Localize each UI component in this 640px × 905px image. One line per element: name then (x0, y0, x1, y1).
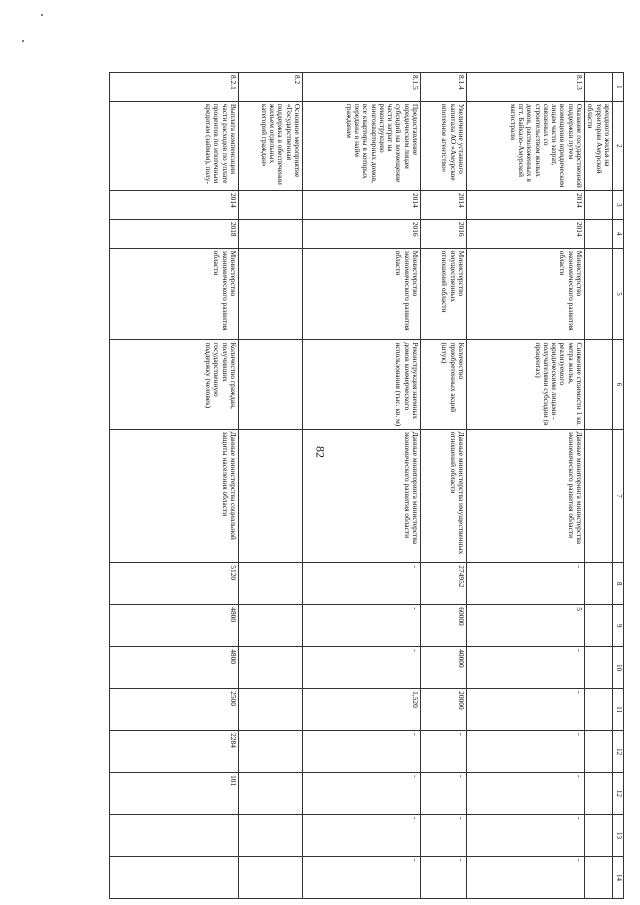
column-number: 8 (613, 563, 624, 605)
cell-value: 2284 (110, 731, 239, 773)
page-number: 82 (313, 446, 328, 458)
cell-data-source: Данные министерства социальной защиты населения области (110, 429, 239, 563)
table-row (303, 73, 421, 899)
cell-value (239, 773, 303, 815)
table-row (585, 73, 613, 899)
cell-value (239, 647, 303, 689)
cell-value: 60000 (421, 605, 467, 647)
cell-responsible (585, 248, 613, 340)
cell-value (585, 856, 613, 898)
cell-value: - (467, 647, 585, 689)
cell-number: 8.1.5 (303, 73, 421, 102)
column-number: 13 (613, 815, 624, 857)
cell-start-year: 2014 (421, 190, 467, 219)
column-number: 11 (613, 689, 624, 731)
cell-number: 8.2 (239, 73, 303, 102)
cell-indicator (585, 340, 613, 429)
cell-start-year (585, 190, 613, 219)
cell-value: - (303, 815, 421, 857)
cell-data-source: Данные мониторинга министерства экономического развития области (303, 429, 421, 563)
table-row (110, 73, 239, 899)
cell-measure-name: Увеличение уставного капитала АО «Амурское ипотечное агентство» (421, 101, 467, 190)
cell-value: 101 (110, 773, 239, 815)
cell-end-year: 2016 (303, 219, 421, 248)
cell-value: 4800 (110, 647, 239, 689)
cell-start-year: 2014 (467, 190, 585, 219)
scan-speck (41, 14, 43, 16)
cell-measure-name: Основное мероприятие «Государственная поддержка в обеспечении жильем отдельных категорий граждан» (239, 101, 303, 190)
cell-value: - (303, 647, 421, 689)
cell-value: - (421, 773, 467, 815)
cell-value: - (421, 856, 467, 898)
table-row (239, 73, 303, 899)
cell-value (239, 731, 303, 773)
cell-value: 4800 (110, 605, 239, 647)
cell-value: - (467, 689, 585, 731)
cell-number: 8.2.1 (110, 73, 239, 102)
program-measures-table (109, 72, 624, 899)
cell-value (585, 731, 613, 773)
cell-value: - (303, 856, 421, 898)
cell-value: - (467, 815, 585, 857)
cell-value: - (467, 731, 585, 773)
cell-value (585, 773, 613, 815)
cell-value (585, 689, 613, 731)
cell-number: 8.1.3 (467, 73, 585, 102)
cell-data-source: Данные министерства имущественных отношений области (421, 429, 467, 563)
cell-end-year: 2016 (421, 219, 467, 248)
cell-value (585, 605, 613, 647)
cell-responsible (239, 248, 303, 340)
cell-measure-name: Выплата компенсации части расходов по уплате процентов по ипотечным кредитам (займам), полу- (110, 101, 239, 190)
cell-number: 8.1.4 (421, 73, 467, 102)
cell-value: 5 (467, 605, 585, 647)
cell-responsible: Министерство экономического развития области (303, 248, 421, 340)
cell-value: - (303, 773, 421, 815)
cell-measure-name: арендного жилья на территории Амурской области (585, 101, 613, 190)
table-row (467, 73, 585, 899)
cell-value (585, 815, 613, 857)
cell-value (110, 856, 239, 898)
cell-value: 1,520 (303, 689, 421, 731)
cell-indicator (239, 340, 303, 429)
cell-end-year: 2018 (110, 219, 239, 248)
cell-value: - (303, 605, 421, 647)
rotated-table-container (111, 72, 624, 899)
cell-value (239, 563, 303, 605)
cell-value: - (421, 815, 467, 857)
cell-responsible: Министерство экономического развития области (467, 248, 585, 340)
cell-value (585, 647, 613, 689)
column-number: 5 (613, 248, 624, 340)
cell-indicator: Снижение стоимости 1 кв. метра жилья, реализуемого юридическими лицами - получателями субсидии (в процентах) (467, 340, 585, 429)
cell-start-year: 2014 (303, 190, 421, 219)
cell-start-year: 2014 (110, 190, 239, 219)
cell-value: 274952 (421, 563, 467, 605)
cell-responsible: Министерство имущественных отношений области (421, 248, 467, 340)
column-number: 9 (613, 605, 624, 647)
table-row (421, 73, 467, 899)
cell-value (110, 815, 239, 857)
cell-value (239, 689, 303, 731)
column-number: 12 (613, 773, 624, 815)
cell-value: - (467, 563, 585, 605)
column-number: 4 (613, 219, 624, 248)
cell-measure-name: Оказание государственной поддержки путем возмещения юридическим лицам части затрат, связанных со строительством жилых домов, расположенных в пгт. Байкало-Амурской магистрали (467, 101, 585, 190)
column-number: 6 (613, 340, 624, 429)
cell-value (585, 563, 613, 605)
cell-value: 20000 (421, 689, 467, 731)
cell-start-year (239, 190, 303, 219)
cell-value: - (467, 773, 585, 815)
cell-value (239, 605, 303, 647)
column-number: 2 (613, 101, 624, 190)
cell-end-year: 2014 (467, 219, 585, 248)
column-number: 14 (613, 856, 624, 898)
cell-indicator: Реконструкция наемных домов коммерческого использования (тыс. кв. м) (303, 340, 421, 429)
column-number: 12 (613, 731, 624, 773)
cell-value: 2500 (110, 689, 239, 731)
cell-measure-name: Предоставление юридическим лицам субсидий на возмещение части затрат на реконструкцию многоквартирных домов, все квартиры в которых переданы в найм гражданам (303, 101, 421, 190)
cell-responsible: Министерство экономического развития области (110, 248, 239, 340)
cell-data-source (585, 429, 613, 563)
cell-value: - (421, 731, 467, 773)
cell-data-source: Данные мониторинга министерства экономического развития области (467, 429, 585, 563)
cell-value (239, 815, 303, 857)
column-number: 7 (613, 429, 624, 563)
cell-value: - (467, 856, 585, 898)
column-number: 10 (613, 647, 624, 689)
cell-value: 40000 (421, 647, 467, 689)
cell-value: - (303, 731, 421, 773)
cell-indicator: Количество граждан, получивших государственную поддержку (человек) (110, 340, 239, 429)
table-header-row (613, 73, 624, 899)
cell-end-year (239, 219, 303, 248)
cell-value: - (303, 563, 421, 605)
scan-speck (22, 40, 24, 42)
column-number: 1 (613, 73, 624, 102)
cell-value: 5120 (110, 563, 239, 605)
cell-end-year (585, 219, 613, 248)
cell-indicator: Количество приобретенных акций (штук) (421, 340, 467, 429)
cell-data-source (239, 429, 303, 563)
column-number: 3 (613, 190, 624, 219)
cell-number (585, 73, 613, 102)
cell-value (239, 856, 303, 898)
